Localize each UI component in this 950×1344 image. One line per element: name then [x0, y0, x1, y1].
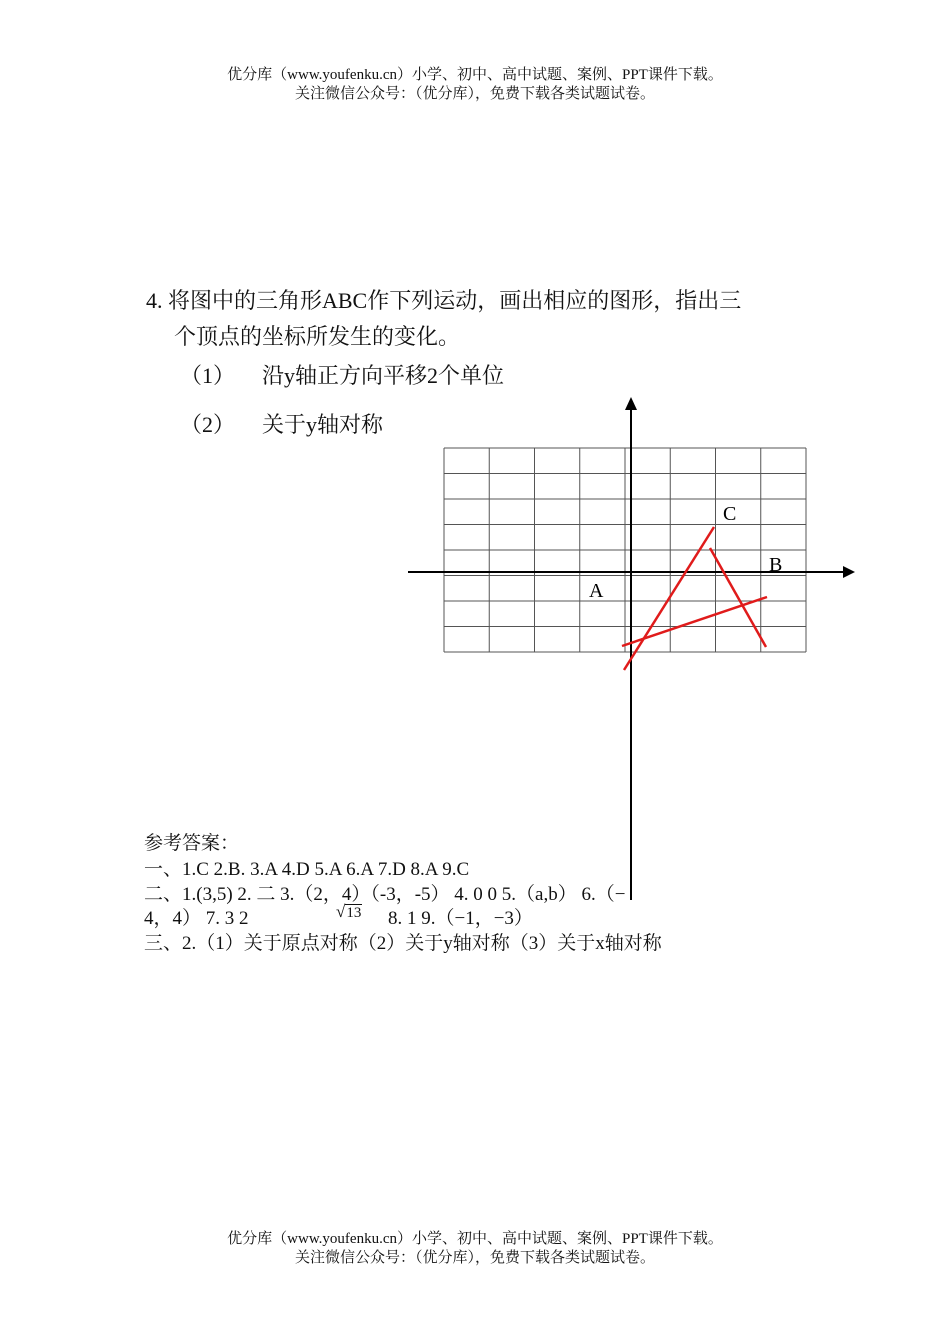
item-2-number: （2） [180, 412, 236, 437]
item-1-text: 沿y轴正方向平移2个单位 [262, 363, 505, 388]
triangle-abc [622, 527, 767, 670]
sqrt-13: √13 [336, 902, 362, 921]
sqrt-radicand: 13 [346, 905, 362, 921]
answers-row-1: 一、1.C 2.B. 3.A 4.D 5.A 6.A 7.D 8.A 9.C [144, 859, 470, 880]
footer-line-2: 关注微信公众号：（优分库），免费下载各类试题试卷。 [294, 1250, 655, 1266]
answers-row-3b: 8. 1 9.（−1，−3） [388, 908, 533, 929]
triangle-side-cb [710, 548, 766, 647]
answers-title: 参考答案： [144, 833, 240, 854]
footer-line-1: 优分库（www.youfenku.cn）小学、初中、高中试题、案例、PPT课件下载。 [227, 1231, 723, 1247]
triangle-side-ab [622, 597, 767, 646]
y-axis-arrow-icon [625, 397, 637, 410]
answers-row-3a: 4，4） 7. 3 2 [144, 908, 249, 929]
x-axis-arrow-icon [843, 566, 855, 578]
answers-row-2: 二、1.(3,5) 2. 二 3.（2，4）（-3，-5） 4. 0 0 5.（a,b） 6.（− [144, 884, 626, 905]
vertex-label-c: C [723, 503, 737, 525]
vertex-label-b: B [769, 554, 783, 576]
item-2-text: 关于y轴对称 [262, 412, 384, 437]
header-line-1: 优分库（www.youfenku.cn）小学、初中、高中试题、案例、PPT课件下载。 [227, 67, 723, 83]
question-line-1: 4. 将图中的三角形ABC作下列运动，画出相应的图形，指出三 [146, 288, 742, 313]
vertex-label-a: A [589, 580, 604, 602]
page-footer [0, 1230, 950, 1268]
answers-row-4: 三、2.（1）关于原点对称（2）关于y轴对称（3）关于x轴对称 [144, 933, 662, 954]
header-line-2: 关注微信公众号：（优分库），免费下载各类试题试卷。 [294, 86, 655, 102]
triangle-side-ac [624, 527, 714, 670]
item-1-number: （1） [180, 363, 236, 388]
question-line-2: 个顶点的坐标所发生的变化。 [174, 324, 461, 349]
